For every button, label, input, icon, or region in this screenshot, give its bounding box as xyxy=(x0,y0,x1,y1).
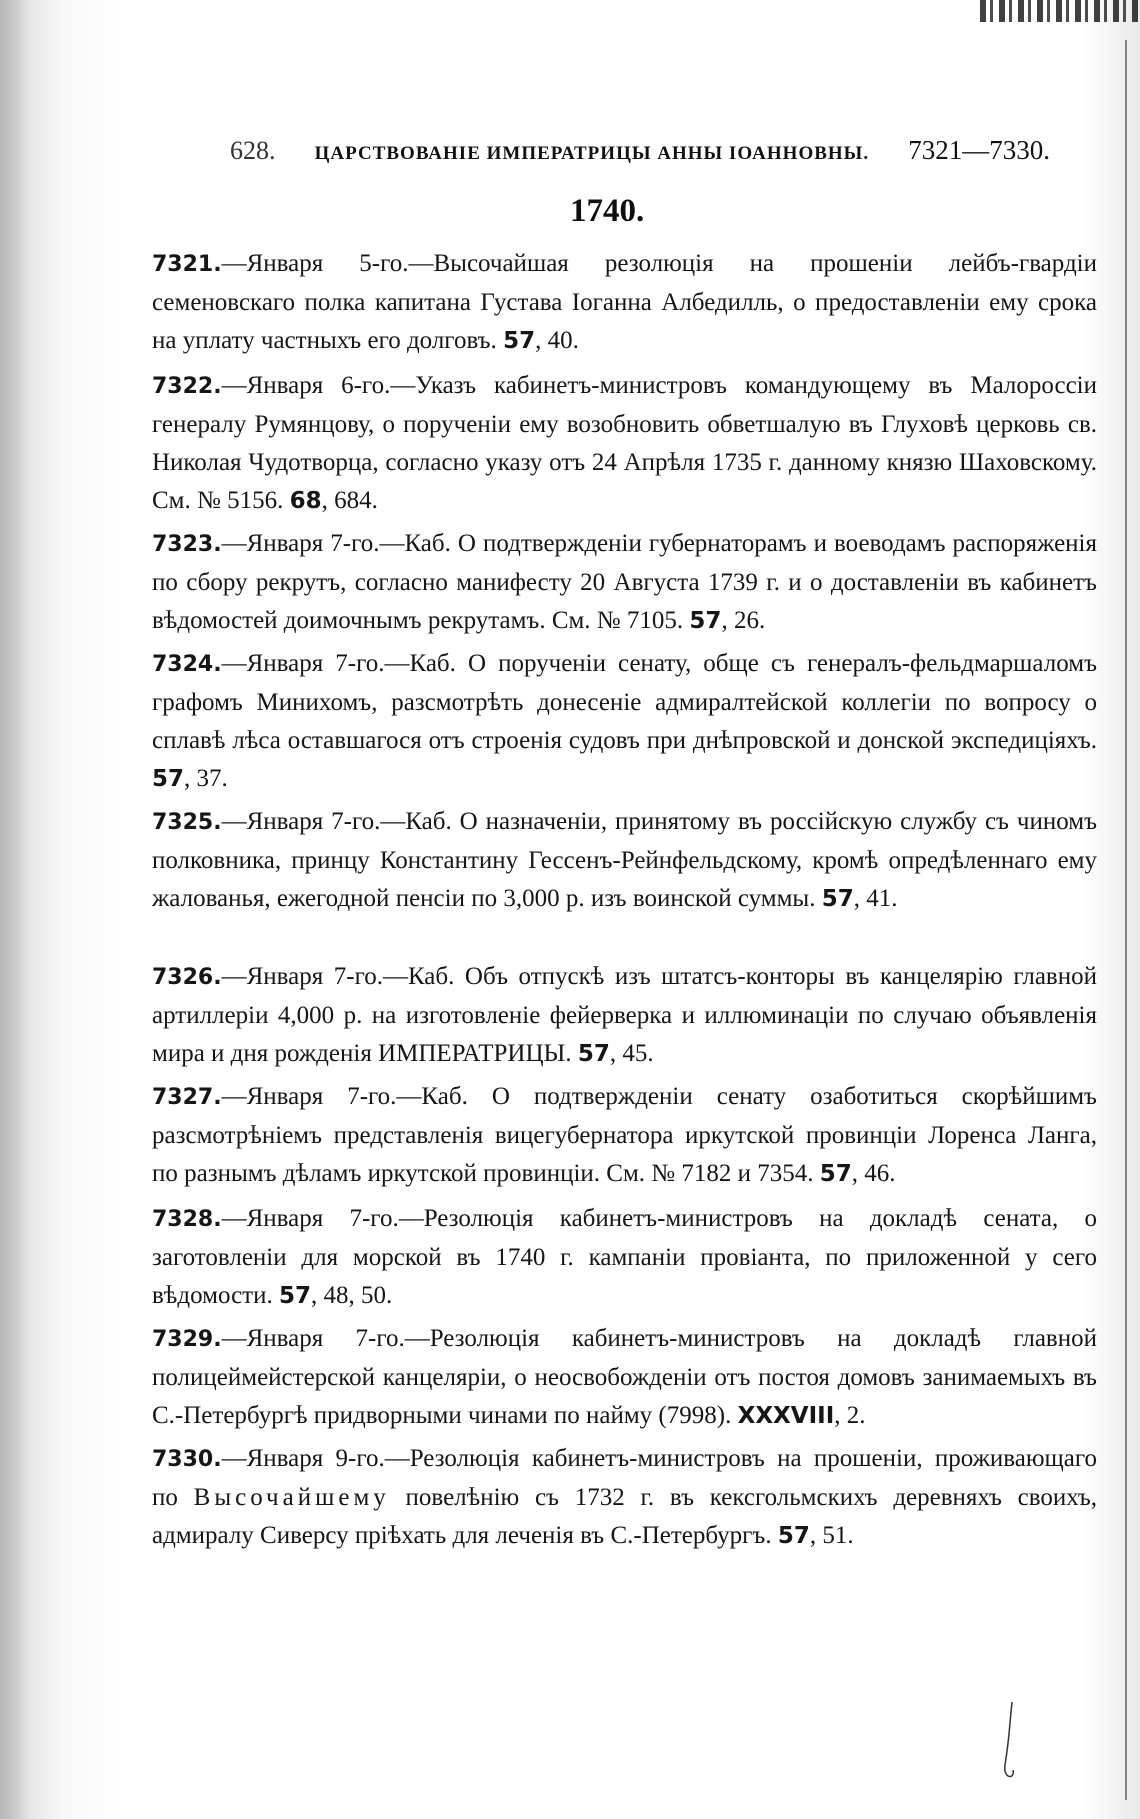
source-volume: XXXVIII xyxy=(737,1403,835,1429)
entry-text-spaced: Высочайшему xyxy=(193,1484,390,1511)
source-page: , 51. xyxy=(809,1522,854,1549)
entry-7324 xyxy=(152,645,1097,798)
source-volume: 57 xyxy=(152,766,185,792)
source-volume: 57 xyxy=(278,1283,311,1309)
entry-7330 xyxy=(152,1440,1097,1555)
entry-7326 xyxy=(152,958,1097,1073)
source-volume: 57 xyxy=(777,1523,810,1549)
entry-number: 7322. xyxy=(152,374,222,399)
source-page: , 45. xyxy=(609,1040,654,1067)
entry-text: —Января 7-го.—Каб. О подтвержденіи губернаторамъ и воеводамъ распоряженія по сбору рекрутъ, согласно манифесту 20 Августа 1739 г. и о доставленіи въ кабинетъ вѣдомостей доимочнымъ рекрутамъ. См. № 7105. xyxy=(152,530,1097,634)
entry-text: —Января 7-го.—Каб. О назначеніи, принятому въ россійскую службу съ чиномъ полковника, принцу Константину Гессенъ-Рейнфельдскому, кромѣ опредѣленнаго ему жалованья, ежегодной пенсіи по 3,000 р. изъ воинской суммы. xyxy=(152,808,1097,912)
source-volume: 57 xyxy=(819,1161,852,1187)
entry-7323 xyxy=(152,525,1097,640)
entry-number: 7330. xyxy=(152,1447,222,1472)
page-header xyxy=(230,135,1050,175)
entry-number: 7329. xyxy=(152,1327,222,1352)
source-volume: 57 xyxy=(689,608,722,634)
source-page: , 46. xyxy=(851,1160,896,1187)
entry-number: 7325. xyxy=(152,810,222,835)
page-binding-shadow xyxy=(0,0,30,1819)
source-volume: 57 xyxy=(577,1041,610,1067)
entry-7321 xyxy=(152,245,1097,360)
source-page: , 26. xyxy=(721,607,766,634)
entry-text: —Января 5-го.—Высочайшая резолюція на прошеніи лейбъ-гвардіи семеновскаго полка капитана Густава Іоганна Албедилль, о предоставленіи ему срока на уплату частныхъ его долговъ. xyxy=(152,250,1097,354)
source-volume: 57 xyxy=(821,886,854,912)
entry-7327 xyxy=(152,1078,1097,1193)
entry-text: —Января 7-го.—Каб. Объ отпускѣ изъ штатсъ-конторы въ канцелярію главной артиллеріи 4,000 р. на изготовленіе фейерверка и иллюминаціи по случаю объявленія мира и дня рожденія ИМПЕРАТРИЦЫ. xyxy=(152,963,1097,1067)
entry-text: —Января 7-го.—Каб. О порученіи сенату, обще съ генералъ-фельдмаршаломъ графомъ Минихомъ, разсмотрѣть донесеніе адмиралтейской коллегіи по вопросу о сплавѣ лѣса оставшагося отъ строенія судовъ при днѣпровской и донской экспедиціяхъ. xyxy=(152,650,1097,754)
source-page: , 37. xyxy=(184,765,228,792)
entry-number: 7326. xyxy=(152,965,222,990)
page-edge-line xyxy=(1125,40,1127,1800)
entry-text: —Января 7-го.—Резолюція кабинетъ-министровъ на докладѣ сената, о заготовленіи для морской въ 1740 г. кампаніи провіанта, по приложенной у сего вѣдомости. xyxy=(152,1205,1097,1309)
entry-7325 xyxy=(152,803,1097,918)
entry-text: —Января 9-го.—Резолюція кабинетъ-министровъ на прошеніи, проживающаго по xyxy=(152,1445,1097,1511)
entry-text: —Января 6-го.—Указъ кабинетъ-министровъ командующему въ Малороссіи генералу Румянцову, о порученіи ему возобновить обветшалую въ Глуховѣ церковь св. Николая Чудотворца, согласно указу отъ 24 Апрѣля 1735 г. данному князю Шаховскому. См. № 5156. xyxy=(152,372,1097,514)
entry-number: 7323. xyxy=(152,532,222,557)
source-page: , 40. xyxy=(535,327,579,354)
entry-text: —Января 7-го.—Резолюція кабинетъ-министровъ на докладѣ главной полицеймейстерской канцеляріи, о неосвобожденіи отъ постоя домовъ занимаемыхъ въ С.-Петербургѣ придворными чинами по найму (7998). xyxy=(152,1325,1097,1429)
entry-7322 xyxy=(152,367,1097,520)
entry-number: 7327. xyxy=(152,1085,222,1110)
source-page: , 48, 50. xyxy=(310,1282,393,1309)
source-page: , 41. xyxy=(853,885,898,912)
entry-text: повелѣнію съ 1732 г. въ кексгольмскихъ деревняхъ своихъ, адмиралу Сиверсу пріѣхать для леченія въ С.-Петербургъ. xyxy=(152,1484,1097,1549)
scan-corner-mark xyxy=(980,0,1140,22)
source-volume: 57 xyxy=(503,328,536,354)
entry-number: 7321. xyxy=(152,252,222,277)
source-page: , 684. xyxy=(321,487,378,514)
entry-7328 xyxy=(152,1200,1097,1315)
entry-number: 7328. xyxy=(152,1207,222,1232)
pencil-mark-icon xyxy=(1000,1700,1020,1780)
running-title: ЦАРСТВОВАНІЕ ИМПЕРАТРИЦЫ АННЫ ІОАННОВНЫ. xyxy=(314,143,870,164)
source-page: , 2. xyxy=(834,1402,866,1429)
page-number: 628. xyxy=(230,136,276,165)
year-heading: 1740. xyxy=(570,193,645,229)
entry-text: —Января 7-го.—Каб. О подтвержденіи сенату озаботиться скорѣйшимъ разсмотрѣніемъ представленія вицегубернатора иркутской провинціи Лоренса Ланга, по разнымъ дѣламъ иркутской провинціи. См. № 7182 и 7354. xyxy=(152,1083,1097,1187)
entry-7329 xyxy=(152,1320,1097,1435)
source-volume: 68 xyxy=(289,488,322,514)
entry-number: 7324. xyxy=(152,652,222,677)
entry-range: 7321—7330. xyxy=(908,135,1050,165)
